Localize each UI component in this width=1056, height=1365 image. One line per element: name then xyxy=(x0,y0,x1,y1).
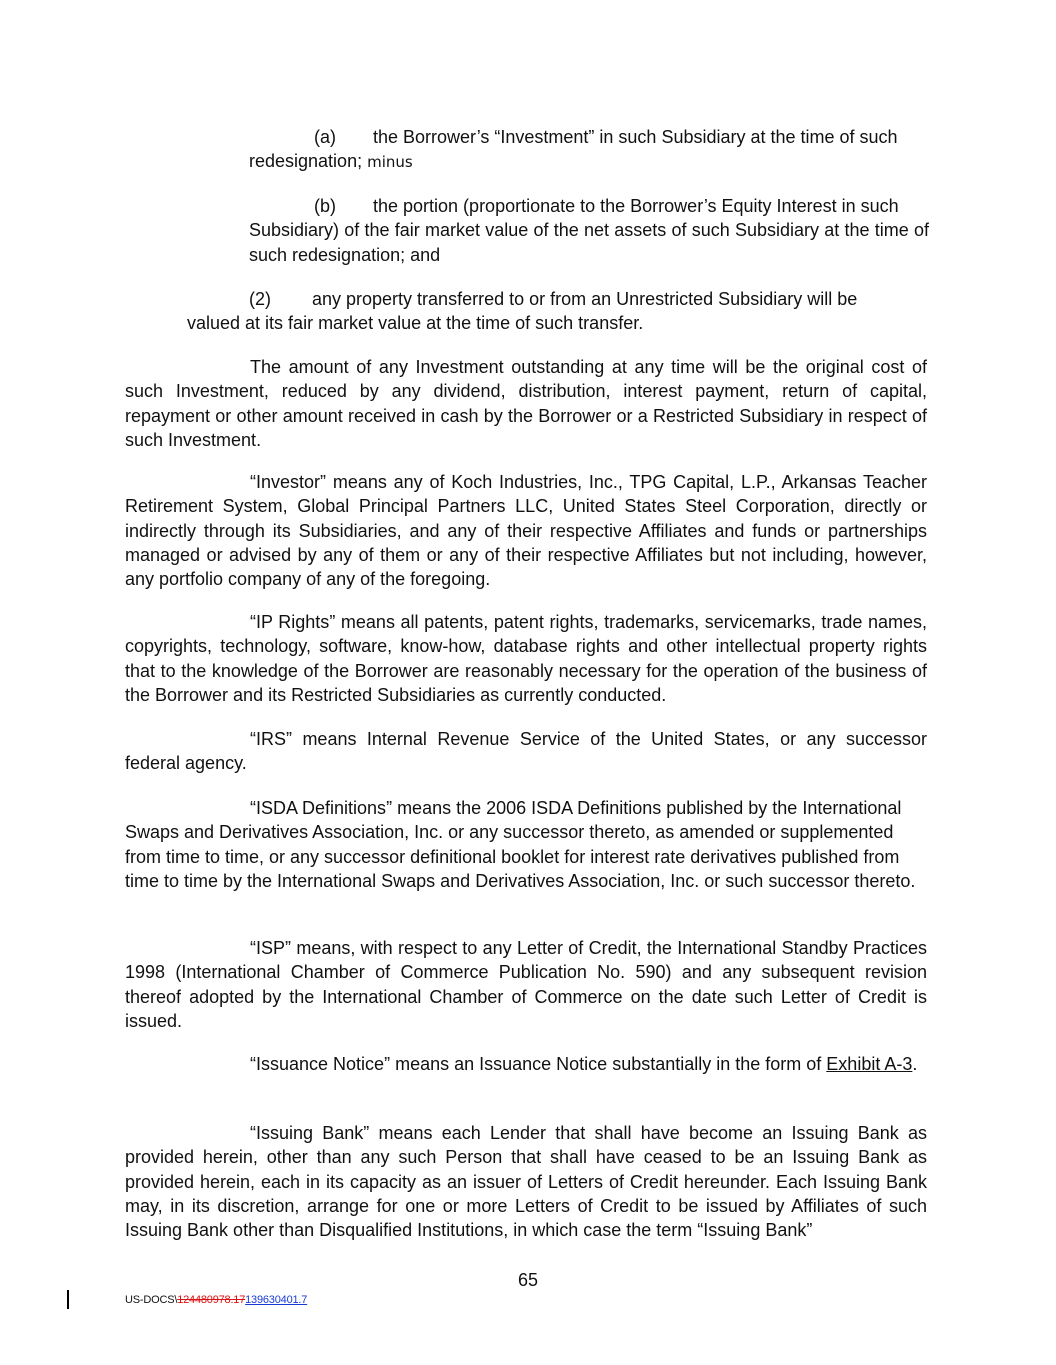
definition-issuance-notice: “Issuance Notice” means an Issuance Notice substantially in the form of Exhibit A-3. xyxy=(250,1054,918,1074)
defined-term: IP Rights xyxy=(256,612,330,632)
footer-inserted-id: 139630401.7 xyxy=(245,1294,308,1306)
definition-investor: “Investor” means any of Koch Industries, Inc., TPG Capital, L.P., Arkansas Teacher Retirement System, Global Principal Partners LLC, United States Steel Corporation, directly or indirectly through its Subsidiaries, and any of their respective Affiliates and funds or partnerships managed or advised by any of them or any of their respective Affiliates but not including, however, any portfolio company of any of the foregoing. xyxy=(125,472,927,590)
clause-a-minus: minus xyxy=(367,153,413,172)
defined-term: ISDA Definitions xyxy=(256,798,387,818)
defined-term: ISP xyxy=(256,938,286,958)
footer-deleted-id: 124480978.17 xyxy=(177,1294,246,1306)
definition-ip-rights: “IP Rights” means all patents, patent rights, trademarks, servicemarks, trade names, copyrights, technology, software, know-how, database rights and other intellectual property rights that to the knowledge of the Borrower are reasonably necessary for the operation of the business of the Borrower and its Restricted Subsidiaries as currently conducted. xyxy=(125,612,928,705)
definition-text: means an Issuance Notice substantially in the form of xyxy=(390,1054,827,1074)
definition-text: means all patents, patent rights, trademarks, servicemarks, trade names, copyrights, technology, software, know-how, database rights and other intellectual property rights that to the knowledge of the Borrower are reasonably necessary for the operation of the business of the Borrower and its Restricted Subsidiaries as currently conducted. xyxy=(125,612,928,705)
definition-isda: “ISDA Definitions” means the 2006 ISDA Definitions published by the International Swaps and Derivatives Association, Inc. or any successor thereto, as amended or supplemented from time to time, or any successor definitional booklet for interest rate derivatives published from time to time by the International Swaps and Derivatives Association, Inc. or such successor thereto. xyxy=(125,798,916,891)
definition-text: means Internal Revenue Service of the United States, or any successor federal agency. xyxy=(125,729,927,774)
clause-2-text: any property transferred to or from an Unrestricted Subsidiary will be xyxy=(312,289,858,309)
defined-term: Issuing Bank xyxy=(256,1123,364,1143)
clause-b-continuation: Subsidiary) of the fair market value of the net assets of such Subsidiary at the time of such redesignation; and xyxy=(249,220,929,265)
clause-a-continuation: redesignation; xyxy=(249,151,368,172)
definition-text: means, with respect to any Letter of Credit, the International Standby Practices 1998 (International Chamber of Commerce Publication No. 590) and any subsequent revision thereof adopted by the International Chamber of Commerce on the date such Letter of Credit is issued. xyxy=(125,938,927,1031)
footer-prefix: US-DOCS\ xyxy=(125,1294,178,1306)
clause-b-label: (b) xyxy=(314,196,336,216)
definition-text: means any of Koch Industries, Inc., TPG Capital, L.P., Arkansas Teacher Retirement System, Global Principal Partners LLC, United States Steel Corporation, directly or indirectly through its Subsidiaries, and any of their respective Affiliates and funds or partnerships managed or advised by any of them or any of their respective Affiliates but not including, however, any portfolio company of any of the foregoing. xyxy=(125,472,927,590)
defined-term: IRS xyxy=(256,729,287,749)
clause-b xyxy=(249,194,929,267)
definition-tail: . xyxy=(912,1054,918,1074)
defined-term: Investor xyxy=(256,472,321,492)
defined-term: Issuance Notice xyxy=(256,1054,385,1074)
clause-a xyxy=(249,125,929,175)
document-footer xyxy=(125,1293,307,1307)
clause-a-text: the Borrower’s “Investment” in such Subsidiary at the time of such xyxy=(373,127,898,147)
definition-isp: “ISP” means, with respect to any Letter of Credit, the International Standby Practices 1998 (International Chamber of Commerce Publication No. 590) and any subsequent revision thereof adopted by the International Chamber of Commerce on the date such Letter of Credit is issued. xyxy=(125,938,927,1031)
definition-text: means each Lender that shall have become an Issuing Bank as provided herein, other than any such Person that shall have ceased to be an Issuing Bank as provided herein, each in its capacity as an issuer of Letters of Credit hereunder. Each Issuing Bank may, in its discretion, arrange for one or more Letters of Credit to be issued by Affiliates of such Issuing Bank other than Disqualified Institutions, in which case the term “Issuing Bank” xyxy=(125,1123,927,1241)
clause-a-label: (a) xyxy=(314,127,336,147)
definition-issuing-bank: “Issuing Bank” means each Lender that shall have become an Issuing Bank as provided herein, other than any such Person that shall have ceased to be an Issuing Bank as provided herein, each in its capacity as an issuer of Letters of Credit hereunder. Each Issuing Bank may, in its discretion, arrange for one or more Letters of Credit to be issued by Affiliates of such Issuing Bank other than Disqualified Institutions, in which case the term “Issuing Bank” xyxy=(125,1123,927,1241)
clause-2-continuation: valued at its fair market value at the time of such transfer. xyxy=(187,313,644,334)
exhibit-a3-link[interactable]: Exhibit A-3 xyxy=(826,1054,913,1074)
clause-2 xyxy=(187,287,929,336)
definition-text: means the 2006 ISDA Definitions published by the International Swaps and Derivatives Association, Inc. or any successor thereto, as amended or supplemented from time to time, or any successor definitional booklet for interest rate derivatives published from time to time by the International Swaps and Derivatives Association, Inc. or such successor thereto. xyxy=(125,798,916,891)
clause-2-label: (2) xyxy=(249,289,271,309)
page-number: 65 xyxy=(517,1270,539,1290)
definition-irs: “IRS” means Internal Revenue Service of the United States, or any successor federal agency. xyxy=(125,729,927,774)
clause-b-text: the portion (proportionate to the Borrower’s Equity Interest in such xyxy=(373,196,899,216)
paragraph-investment-amount: The amount of any Investment outstanding at any time will be the original cost of such Investment, reduced by any dividend, distribution, interest payment, return of capital, repayment or other amount received in cash by the Borrower or a Restricted Subsidiary in respect of such Investment. xyxy=(125,357,927,450)
change-bar xyxy=(67,1290,69,1309)
